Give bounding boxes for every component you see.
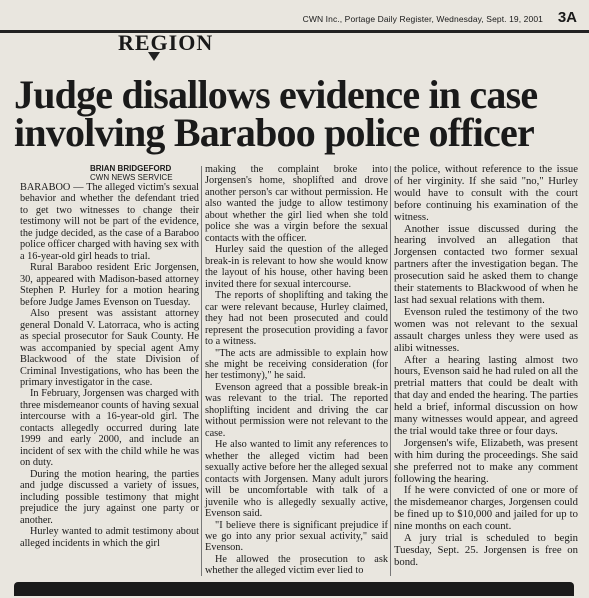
paragraph: During the motion hearing, the parties and judge discussed a variety of issues, including possible testimony that might prejudice the jury against one party or another.	[20, 468, 199, 526]
byline	[90, 164, 173, 182]
paragraph: BARABOO — The alleged victim's sexual behavior and whether the defendant tried to get two witnesses to change their testimony will not be part of the evidence, the judge decided, as the case of a Baraboo police officer charged with having sex with a 16-year-old girl heads to trial.	[20, 182, 199, 262]
byline-service: CWN NEWS SERVICE	[90, 173, 173, 182]
paragraph: Jorgensen's wife, Elizabeth, was present with him during the proceedings. She said she preferred not to make any comment following the hearing.	[394, 436, 578, 485]
paragraph: After a hearing lasting almost two hours, Evenson said he had ruled on all the pretrial matters that could be dealt with that day and ended the hearing. The parties held a brief, informal discussion on how many witnesses would appear, and agreed the trial would take three or four days.	[394, 353, 578, 437]
paragraph: Evenson agreed that a possible break-in was relevant to the trial. The reported shoplifting incident and driving the car without permission were not relevant to the case.	[205, 381, 388, 439]
paragraph: Hurley wanted to admit testimony about alleged incidents in which the girl	[20, 526, 199, 549]
article-column-3	[394, 164, 578, 569]
byline-name: BRIAN BRIDGEFORD	[90, 164, 172, 173]
paragraph: The reports of shoplifting and taking the car were relevant because, Hurley claimed, they had not been prosecuted and could represent the prosecution providing a favor to a witness.	[205, 290, 388, 348]
paragraph: making the complaint broke into Jorgensen's home, shoplifted and drove another person's car without permission. He also wanted the judge to allow testimony about whether the girl lied when she told police she was a virgin before the sexual contacts with the officer.	[205, 164, 388, 244]
paragraph: Evenson ruled the testimony of the two women was not relevant to the sexual assault charges unless they were used as alibi witnesses.	[394, 305, 578, 354]
paragraph: Rural Baraboo resident Eric Jorgensen, 30, appeared with Madison-based attorney Stephen P. Hurley for a motion hearing before Judge James Evenson on Tuesday.	[20, 262, 199, 308]
paragraph: He also wanted to limit any references to whether the alleged victim had been sexually active before her the alleged sexual contacts with Jorgensen. Many adult jurors will be uncomfortable with talk of a juvenile who is allegedly sexually active, Evenson said.	[205, 439, 388, 520]
page-header-rule	[0, 0, 589, 33]
paragraph: A jury trial is scheduled to begin Tuesday, Sept. 25. Jorgensen is free on bond.	[394, 532, 578, 568]
paragraph: "The acts are admissible to explain how she might be receiving consideration (for her testimony)," he said.	[205, 347, 388, 382]
section-label: REGION	[118, 30, 214, 55]
headline: Judge disallows evidence in case involving Baraboo police officer	[14, 72, 538, 155]
paragraph: He allowed the prosecution to ask whether the alleged victim ever lied to	[205, 553, 388, 577]
column-rule	[390, 166, 391, 576]
page-number: 3A	[557, 9, 577, 26]
paragraph: the police, without reference to the issue of her virginity. If she said "no," Hurley would have to consult with the court before continuing his examination of the witness.	[394, 163, 578, 223]
paragraph: In February, Jorgensen was charged with three misdemeanor counts of having sexual intercourse with a 16-year-old girl. The contacts allegedly occurred during late 1999 and early 2000, and include an incident of sex with the child while he was on duty.	[20, 388, 199, 469]
paragraph: Hurley said the question of the alleged break-in is relevant to how she would know the layout of his house, other having been invited there for sexual intercourse.	[205, 244, 388, 290]
folio-line: CWN Inc., Portage Daily Register, Wednesday, Sept. 19, 2001	[302, 14, 543, 24]
paragraph: Also present was assistant attorney general Donald V. Latorraca, who is acting as special prosecutor for Sauk County. He was accompanied by special agent Amy Blackwood of the state Division of Criminal Investigations, who has been the primary investigator in the case.	[20, 308, 199, 388]
next-headline-cropped	[14, 578, 584, 598]
paragraph: If he were convicted of one or more of the misdemeanor charges, Jorgensen could be fined up to $10,000 and jailed for up to nine months on each count.	[394, 484, 578, 533]
column-rule	[201, 166, 202, 576]
article-column-1	[20, 182, 199, 549]
paragraph: "I believe there is significant prejudice if we go into any prior sexual activity," said Evenson.	[205, 519, 388, 554]
article-column-2	[205, 164, 388, 577]
section-marker-icon	[148, 52, 160, 61]
paragraph: Another issue discussed during the hearing involved an allegation that Jorgensen contacted two former sexual partners after the investigation began. The prosecution said he asked them to change their statements to Blackwood of when he last had sexual relations with them.	[394, 222, 578, 306]
